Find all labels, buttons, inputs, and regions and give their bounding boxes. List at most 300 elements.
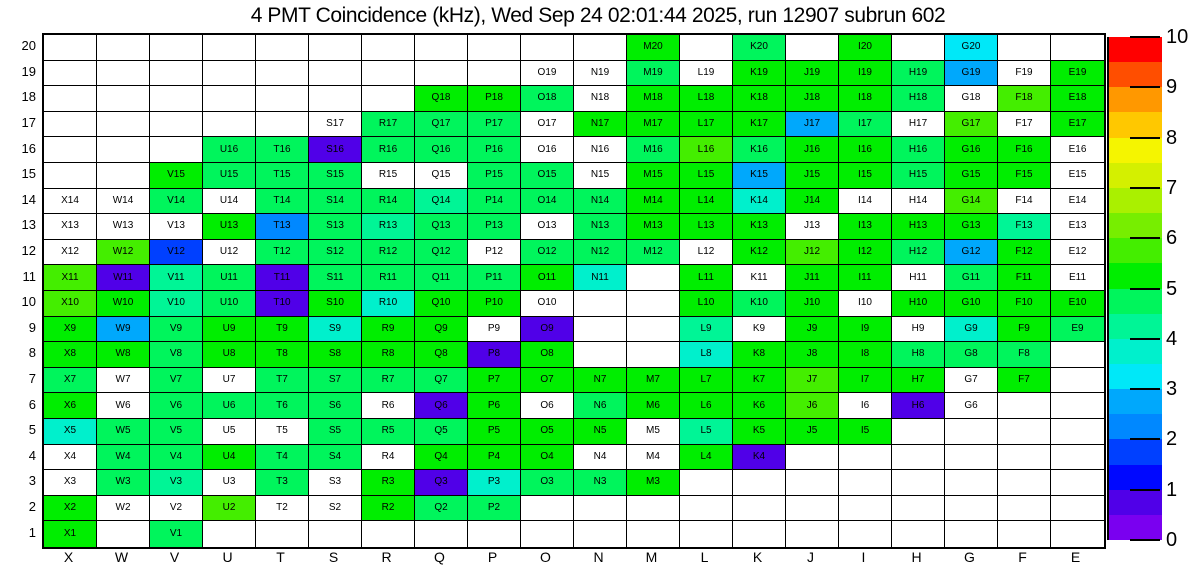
- heatmap-cell: E14: [1051, 189, 1104, 215]
- heatmap-cell-empty: [892, 35, 945, 61]
- heatmap-cell: U9: [203, 317, 256, 343]
- heatmap-cell: Q18: [415, 86, 468, 112]
- heatmap-cell: O19: [521, 61, 574, 87]
- heatmap-cell: X5: [44, 419, 97, 445]
- chart-title: 4 PMT Coincidence (kHz), Wed Sep 24 02:01:44 2025, run 12907 subrun 602: [250, 4, 946, 27]
- heatmap-cell: U11: [203, 265, 256, 291]
- heatmap-cell: M7: [627, 368, 680, 394]
- heatmap-cell: M19: [627, 61, 680, 87]
- heatmap-cell: L13: [680, 214, 733, 240]
- heatmap-cell: T3: [256, 470, 309, 496]
- heatmap-cell: Q17: [415, 112, 468, 138]
- heatmap-cell: J19: [786, 61, 839, 87]
- heatmap-cell: P8: [468, 342, 521, 368]
- colorbar-tick-label: 1: [1166, 478, 1178, 501]
- heatmap-cell: U4: [203, 445, 256, 471]
- y-axis-tick-label: 5: [28, 422, 36, 438]
- heatmap-cell: F17: [998, 112, 1051, 138]
- heatmap-cell: E15: [1051, 163, 1104, 189]
- heatmap-cell: M17: [627, 112, 680, 138]
- heatmap-cell-empty: [415, 61, 468, 87]
- heatmap-cell-empty: [256, 521, 309, 547]
- colorbar-tick: [1130, 86, 1160, 88]
- heatmap-cell: R13: [362, 214, 415, 240]
- heatmap-cell-empty: [574, 521, 627, 547]
- heatmap-cell: N3: [574, 470, 627, 496]
- colorbar-band: [1109, 515, 1162, 541]
- heatmap-cell-empty: [733, 521, 786, 547]
- heatmap-cell: I20: [839, 35, 892, 61]
- heatmap-cell: K9: [733, 317, 786, 343]
- heatmap-cell: X11: [44, 265, 97, 291]
- heatmap-cell: L7: [680, 368, 733, 394]
- colorbar-band: [1109, 465, 1162, 491]
- heatmap-cell-empty: [97, 86, 150, 112]
- heatmap-cell: V5: [150, 419, 203, 445]
- heatmap-cell: O5: [521, 419, 574, 445]
- heatmap-cell: V4: [150, 445, 203, 471]
- heatmap-cell: X9: [44, 317, 97, 343]
- heatmap-cell: X13: [44, 214, 97, 240]
- heatmap-cell: P17: [468, 112, 521, 138]
- heatmap-cell-empty: [203, 112, 256, 138]
- heatmap-cell: G20: [945, 35, 998, 61]
- colorbar-band: [1109, 263, 1162, 289]
- x-axis-tick-label: M: [645, 549, 658, 565]
- heatmap-cell: L6: [680, 393, 733, 419]
- heatmap-cell: P18: [468, 86, 521, 112]
- heatmap-cell: P12: [468, 240, 521, 266]
- heatmap-cell: X2: [44, 496, 97, 522]
- heatmap-cell-empty: [44, 86, 97, 112]
- heatmap-cell: H6: [892, 393, 945, 419]
- heatmap-cell: N6: [574, 393, 627, 419]
- colorbar-tick: [1130, 438, 1160, 440]
- heatmap-cell: M16: [627, 137, 680, 163]
- heatmap-cell: Q4: [415, 445, 468, 471]
- heatmap-cell: V1: [150, 521, 203, 547]
- heatmap-cell: R3: [362, 470, 415, 496]
- heatmap-cell-empty: [574, 342, 627, 368]
- heatmap-cell: N15: [574, 163, 627, 189]
- heatmap-cell: R6: [362, 393, 415, 419]
- heatmap-cell: J14: [786, 189, 839, 215]
- heatmap-cell: N5: [574, 419, 627, 445]
- colorbar-tick-label: 4: [1166, 327, 1178, 350]
- heatmap-cell: H8: [892, 342, 945, 368]
- heatmap-cell-empty: [945, 470, 998, 496]
- heatmap-cell-empty: [892, 496, 945, 522]
- heatmap-cell-empty: [256, 86, 309, 112]
- heatmap-cell: F9: [998, 317, 1051, 343]
- heatmap-cell: H13: [892, 214, 945, 240]
- y-axis-tick-label: 19: [21, 63, 36, 79]
- heatmap-cell: Q13: [415, 214, 468, 240]
- x-axis-tick-label: U: [222, 549, 233, 565]
- heatmap-cell: F12: [998, 240, 1051, 266]
- heatmap-cell: I12: [839, 240, 892, 266]
- heatmap-cell-empty: [892, 419, 945, 445]
- heatmap-cell: J8: [786, 342, 839, 368]
- heatmap-cell-empty: [256, 61, 309, 87]
- colorbar-band: [1109, 87, 1162, 113]
- heatmap-cell: T14: [256, 189, 309, 215]
- colorbar-band: [1109, 188, 1162, 214]
- heatmap-cell: W12: [97, 240, 150, 266]
- heatmap-cell: K8: [733, 342, 786, 368]
- heatmap-cell: X12: [44, 240, 97, 266]
- heatmap-cell-empty: [786, 496, 839, 522]
- heatmap-cell: X10: [44, 291, 97, 317]
- heatmap-cell: Q6: [415, 393, 468, 419]
- colorbar-tick-label: 6: [1166, 227, 1178, 250]
- y-axis-tick-label: 9: [28, 319, 36, 335]
- heatmap-cell: Q15: [415, 163, 468, 189]
- y-axis-tick-label: 2: [28, 499, 36, 515]
- heatmap-cell: R4: [362, 445, 415, 471]
- heatmap-cell-empty: [574, 291, 627, 317]
- heatmap-cell: F19: [998, 61, 1051, 87]
- colorbar-tick: [1130, 338, 1160, 340]
- heatmap-cell: E13: [1051, 214, 1104, 240]
- heatmap-cell: J16: [786, 137, 839, 163]
- heatmap-cell: J9: [786, 317, 839, 343]
- heatmap-cell-empty: [998, 445, 1051, 471]
- heatmap-cell: V9: [150, 317, 203, 343]
- heatmap-cell: W6: [97, 393, 150, 419]
- heatmap-cell-empty: [256, 35, 309, 61]
- heatmap-cell-empty: [733, 470, 786, 496]
- heatmap-cell-empty: [362, 86, 415, 112]
- colorbar-tick-label: 9: [1166, 76, 1178, 99]
- heatmap-cell: H16: [892, 137, 945, 163]
- heatmap-cell: L18: [680, 86, 733, 112]
- heatmap-cell-empty: [627, 265, 680, 291]
- heatmap-cell: H18: [892, 86, 945, 112]
- heatmap-cell-empty: [627, 496, 680, 522]
- heatmap-cell: P7: [468, 368, 521, 394]
- heatmap-cell: R15: [362, 163, 415, 189]
- heatmap-cell-empty: [97, 163, 150, 189]
- heatmap-cell: J17: [786, 112, 839, 138]
- colorbar-tick: [1130, 288, 1160, 290]
- heatmap-cell: M18: [627, 86, 680, 112]
- heatmap-cell-empty: [203, 521, 256, 547]
- heatmap-cell: S2: [309, 496, 362, 522]
- heatmap-cell-empty: [1051, 342, 1104, 368]
- heatmap-cell: V13: [150, 214, 203, 240]
- heatmap-cell: H15: [892, 163, 945, 189]
- heatmap-cell-empty: [1051, 445, 1104, 471]
- heatmap-cell: S10: [309, 291, 362, 317]
- heatmap-cell-empty: [998, 496, 1051, 522]
- heatmap-cell: K15: [733, 163, 786, 189]
- heatmap-cell: I19: [839, 61, 892, 87]
- heatmap-cell: Q12: [415, 240, 468, 266]
- heatmap-cell: L14: [680, 189, 733, 215]
- heatmap-cell: M3: [627, 470, 680, 496]
- x-axis-tick-label: Q: [434, 549, 445, 565]
- heatmap-cell: O16: [521, 137, 574, 163]
- heatmap-cell: G18: [945, 86, 998, 112]
- heatmap-cell-empty: [150, 61, 203, 87]
- heatmap-cell: W9: [97, 317, 150, 343]
- heatmap-cell: I6: [839, 393, 892, 419]
- heatmap-cell: O4: [521, 445, 574, 471]
- colorbar-tick-label: 0: [1166, 529, 1178, 551]
- heatmap-cell: S15: [309, 163, 362, 189]
- heatmap-cell: M15: [627, 163, 680, 189]
- heatmap-cell: R2: [362, 496, 415, 522]
- heatmap-cell: K19: [733, 61, 786, 87]
- heatmap-cell-empty: [97, 521, 150, 547]
- heatmap-cell: X1: [44, 521, 97, 547]
- heatmap-cell: O17: [521, 112, 574, 138]
- heatmap-cell: N12: [574, 240, 627, 266]
- heatmap-cell-empty: [203, 61, 256, 87]
- heatmap-cell: T4: [256, 445, 309, 471]
- heatmap-cell: L8: [680, 342, 733, 368]
- heatmap-cell: E17: [1051, 112, 1104, 138]
- heatmap-cell: S12: [309, 240, 362, 266]
- x-axis-tick-label: O: [540, 549, 551, 565]
- heatmap-cell: F8: [998, 342, 1051, 368]
- heatmap-cell: G6: [945, 393, 998, 419]
- heatmap-cell: G9: [945, 317, 998, 343]
- y-axis-tick-label: 12: [21, 243, 36, 259]
- heatmap-cell: S14: [309, 189, 362, 215]
- heatmap-cell: J6: [786, 393, 839, 419]
- heatmap-cell: V2: [150, 496, 203, 522]
- heatmap-cell: U5: [203, 419, 256, 445]
- heatmap-cell: V6: [150, 393, 203, 419]
- heatmap-cell: V14: [150, 189, 203, 215]
- y-axis-tick-label: 6: [28, 396, 36, 412]
- heatmap-cell: G7: [945, 368, 998, 394]
- heatmap-cell: W13: [97, 214, 150, 240]
- y-axis-tick-label: 20: [21, 38, 36, 54]
- heatmap-cell: K11: [733, 265, 786, 291]
- x-axis-tick-label: R: [381, 549, 392, 565]
- heatmap-cell: I11: [839, 265, 892, 291]
- heatmap-cell: S6: [309, 393, 362, 419]
- heatmap-grid: [42, 33, 1106, 549]
- heatmap-cell-empty: [362, 61, 415, 87]
- heatmap-cell: N18: [574, 86, 627, 112]
- heatmap-cell: F7: [998, 368, 1051, 394]
- colorbar-band: [1109, 414, 1162, 440]
- heatmap-cell: K13: [733, 214, 786, 240]
- colorbar-band: [1109, 163, 1162, 189]
- heatmap-cell: H14: [892, 189, 945, 215]
- heatmap-cell-empty: [1051, 35, 1104, 61]
- y-axis-tick-label: 11: [22, 268, 36, 284]
- heatmap-cell: U15: [203, 163, 256, 189]
- heatmap-cell-empty: [309, 521, 362, 547]
- y-axis-tick-label: 10: [21, 294, 36, 310]
- heatmap-cell-empty: [44, 112, 97, 138]
- heatmap-cell: V3: [150, 470, 203, 496]
- heatmap-cell: P4: [468, 445, 521, 471]
- heatmap-cell: N13: [574, 214, 627, 240]
- heatmap-cell: F14: [998, 189, 1051, 215]
- heatmap-cell: N19: [574, 61, 627, 87]
- heatmap-cell: K20: [733, 35, 786, 61]
- heatmap-cell: P16: [468, 137, 521, 163]
- heatmap-cell: N17: [574, 112, 627, 138]
- heatmap-cell: L19: [680, 61, 733, 87]
- heatmap-cell: W4: [97, 445, 150, 471]
- y-axis-tick-label: 14: [21, 191, 36, 207]
- heatmap-cell: O15: [521, 163, 574, 189]
- colorbar-band: [1109, 289, 1162, 315]
- heatmap-cell: R11: [362, 265, 415, 291]
- heatmap-cell: N4: [574, 445, 627, 471]
- heatmap-cell: K10: [733, 291, 786, 317]
- heatmap-cell: S9: [309, 317, 362, 343]
- heatmap-cell-empty: [415, 35, 468, 61]
- heatmap-cell-empty: [839, 496, 892, 522]
- heatmap-cell: S13: [309, 214, 362, 240]
- heatmap-cell-empty: [150, 112, 203, 138]
- heatmap-cell-empty: [786, 35, 839, 61]
- heatmap-cell-empty: [1051, 419, 1104, 445]
- heatmap-cell-empty: [415, 521, 468, 547]
- colorbar-tick-label: 3: [1166, 378, 1178, 401]
- x-axis-tick-label: N: [593, 549, 604, 565]
- y-axis-tick-label: 18: [21, 89, 36, 105]
- colorbar-band: [1109, 112, 1162, 138]
- heatmap-cell: K4: [733, 445, 786, 471]
- heatmap-cell: E19: [1051, 61, 1104, 87]
- heatmap-cell: R5: [362, 419, 415, 445]
- heatmap-cell: L4: [680, 445, 733, 471]
- heatmap-cell-empty: [945, 496, 998, 522]
- heatmap-cell: O6: [521, 393, 574, 419]
- heatmap-cell: U10: [203, 291, 256, 317]
- heatmap-cell: F15: [998, 163, 1051, 189]
- heatmap-cell-empty: [150, 137, 203, 163]
- heatmap-cell-empty: [892, 445, 945, 471]
- heatmap-cell-empty: [680, 521, 733, 547]
- heatmap-cell: V15: [150, 163, 203, 189]
- heatmap-cell: S8: [309, 342, 362, 368]
- heatmap-cell: L9: [680, 317, 733, 343]
- heatmap-cell-empty: [998, 393, 1051, 419]
- heatmap-cell: U7: [203, 368, 256, 394]
- heatmap-cell: O14: [521, 189, 574, 215]
- heatmap-cell: W3: [97, 470, 150, 496]
- heatmap-cell-empty: [309, 86, 362, 112]
- heatmap-cell: H19: [892, 61, 945, 87]
- heatmap-cell: K7: [733, 368, 786, 394]
- heatmap-cell: I5: [839, 419, 892, 445]
- heatmap-cell-empty: [680, 496, 733, 522]
- heatmap-cell: V8: [150, 342, 203, 368]
- heatmap-cell-empty: [203, 86, 256, 112]
- heatmap-cell: P9: [468, 317, 521, 343]
- heatmap-cell-empty: [627, 317, 680, 343]
- colorbar-band: [1109, 314, 1162, 340]
- x-axis-tick-label: X: [63, 549, 74, 565]
- heatmap-cell: F13: [998, 214, 1051, 240]
- heatmap-cell: W10: [97, 291, 150, 317]
- heatmap-cell: K17: [733, 112, 786, 138]
- heatmap-cell-empty: [44, 35, 97, 61]
- heatmap-cell: U2: [203, 496, 256, 522]
- heatmap-cell: E10: [1051, 291, 1104, 317]
- y-axis-tick-label: 3: [28, 473, 36, 489]
- heatmap-cell: R16: [362, 137, 415, 163]
- heatmap-cell-empty: [1051, 393, 1104, 419]
- heatmap-cell: L11: [680, 265, 733, 291]
- heatmap-cell: G11: [945, 265, 998, 291]
- heatmap-cell: H9: [892, 317, 945, 343]
- heatmap-cell: J10: [786, 291, 839, 317]
- heatmap-cell: R9: [362, 317, 415, 343]
- heatmap-cell-empty: [97, 112, 150, 138]
- heatmap-cell: T10: [256, 291, 309, 317]
- heatmap-cell: I8: [839, 342, 892, 368]
- heatmap-cell: T6: [256, 393, 309, 419]
- heatmap-cell: S7: [309, 368, 362, 394]
- heatmap-cell: O13: [521, 214, 574, 240]
- heatmap-cell: X4: [44, 445, 97, 471]
- heatmap-cell: I9: [839, 317, 892, 343]
- heatmap-cell: E11: [1051, 265, 1104, 291]
- heatmap-cell: R14: [362, 189, 415, 215]
- heatmap-cell-empty: [839, 521, 892, 547]
- y-axis-tick-label: 13: [21, 217, 36, 233]
- colorbar-tick-label: 5: [1166, 277, 1178, 300]
- heatmap-cell: Q11: [415, 265, 468, 291]
- x-axis-tick-label: K: [752, 549, 763, 565]
- heatmap-cell: U8: [203, 342, 256, 368]
- colorbar-tick: [1130, 489, 1160, 491]
- heatmap-cell-empty: [521, 521, 574, 547]
- heatmap-cell: P6: [468, 393, 521, 419]
- heatmap-cell: Q7: [415, 368, 468, 394]
- heatmap-cell: N11: [574, 265, 627, 291]
- heatmap-cell: N7: [574, 368, 627, 394]
- heatmap-cell: M4: [627, 445, 680, 471]
- heatmap-cell: R10: [362, 291, 415, 317]
- heatmap-cell-empty: [574, 317, 627, 343]
- heatmap-cell: F11: [998, 265, 1051, 291]
- y-axis-tick-label: 15: [21, 166, 36, 182]
- heatmap-cell-empty: [574, 496, 627, 522]
- heatmap-cell-empty: [786, 470, 839, 496]
- heatmap-cell-empty: [1051, 368, 1104, 394]
- heatmap-cell: O12: [521, 240, 574, 266]
- heatmap-cell-empty: [468, 521, 521, 547]
- heatmap-cell: U16: [203, 137, 256, 163]
- heatmap-cell: P15: [468, 163, 521, 189]
- heatmap-cell: L5: [680, 419, 733, 445]
- heatmap-cell: P2: [468, 496, 521, 522]
- heatmap-cell: S16: [309, 137, 362, 163]
- x-axis-tick-label: P: [487, 549, 498, 565]
- heatmap-cell-empty: [44, 61, 97, 87]
- heatmap-cell: O8: [521, 342, 574, 368]
- colorbar-tick: [1130, 388, 1160, 390]
- heatmap-cell-empty: [1051, 521, 1104, 547]
- heatmap-cell: V12: [150, 240, 203, 266]
- colorbar-band: [1109, 213, 1162, 239]
- heatmap-cell-empty: [309, 35, 362, 61]
- heatmap-cell: J11: [786, 265, 839, 291]
- heatmap-cell: Q16: [415, 137, 468, 163]
